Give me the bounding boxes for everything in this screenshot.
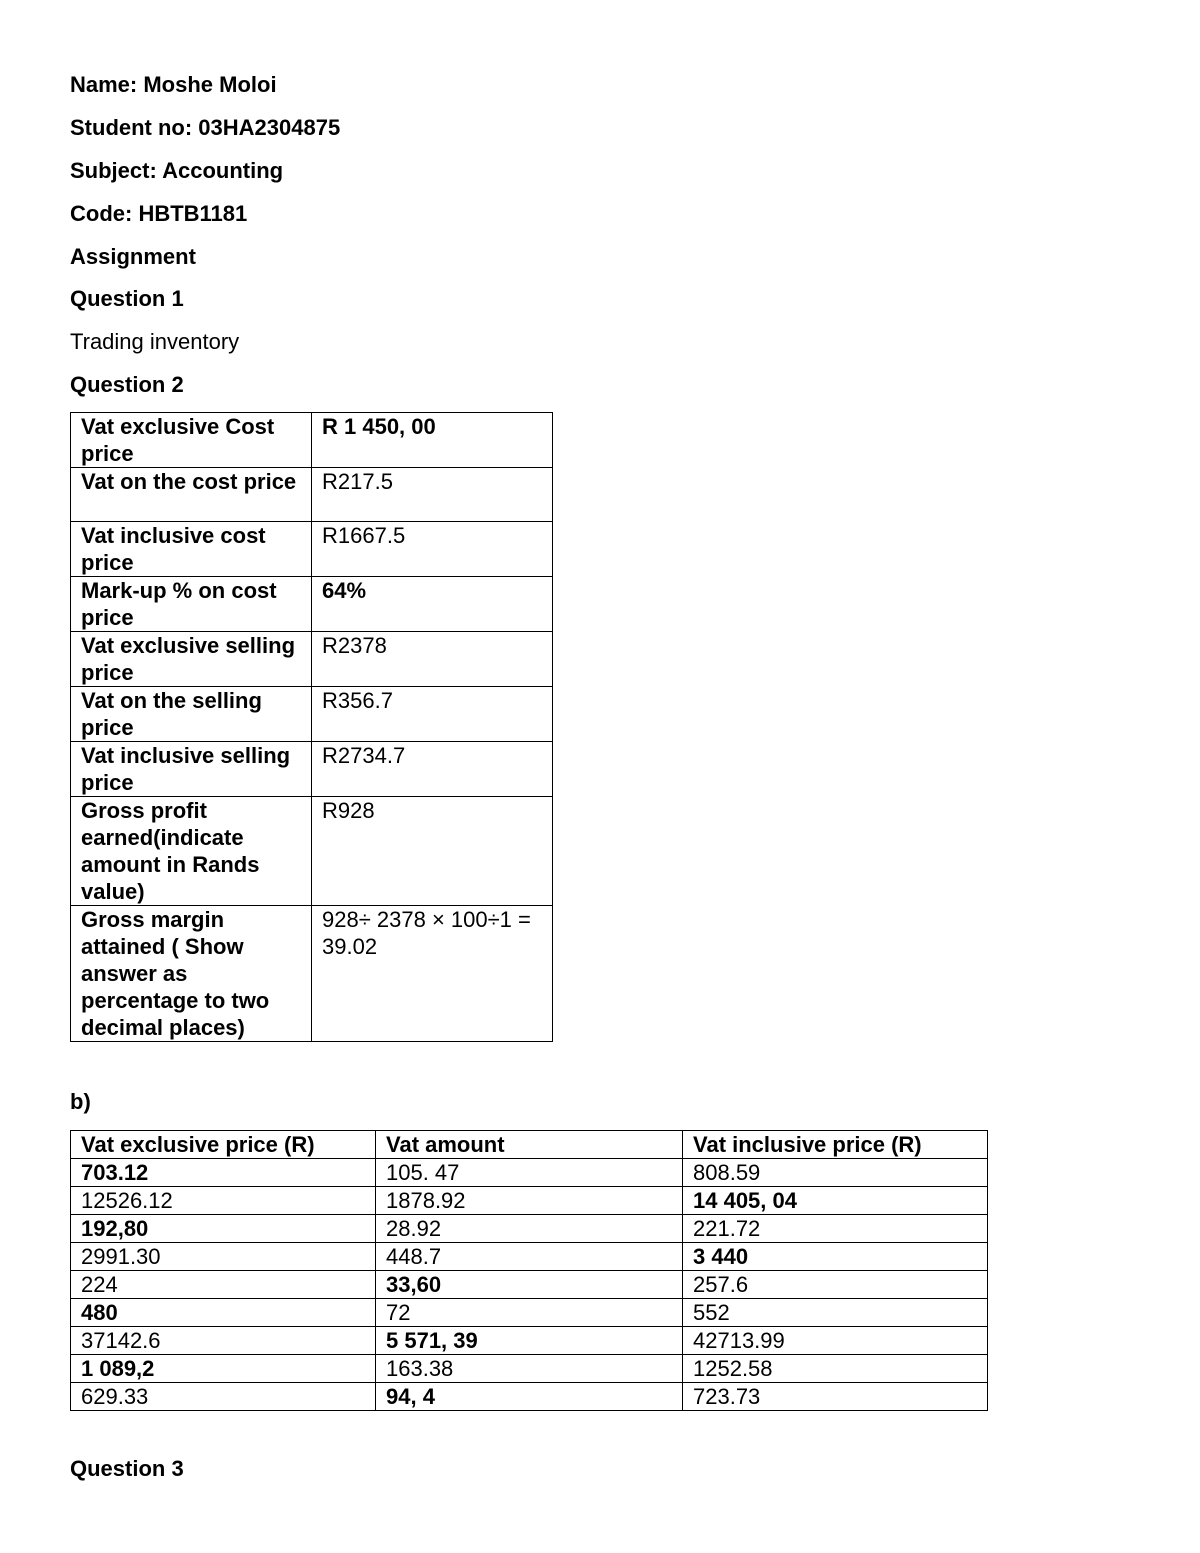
course-code: Code: HBTB1181: [70, 201, 248, 226]
vat-amount-cell: 448.7: [376, 1243, 683, 1271]
row-label: Gross margin attained ( Show answer as percentage to two decimal places): [71, 906, 312, 1042]
vat-amount-cell: 5 571, 39: [376, 1327, 683, 1355]
table-row: [71, 1187, 988, 1215]
table-row: [71, 1271, 988, 1299]
row-value: R928: [312, 797, 553, 906]
question-2-heading: Question 2: [70, 372, 184, 397]
subject: Subject: Accounting: [70, 158, 284, 183]
table-row: [71, 687, 553, 742]
row-label: Vat inclusive selling price: [71, 742, 312, 797]
vat-inclusive-cell: 14 405, 04: [683, 1187, 988, 1215]
vat-inclusive-cell: 723.73: [683, 1383, 988, 1411]
vat-exclusive-cell: 2991.30: [71, 1243, 376, 1271]
vat-inclusive-cell: 552: [683, 1299, 988, 1327]
vat-calculation-table: [70, 412, 553, 1042]
row-value: R217.5: [312, 468, 553, 522]
vat-inclusive-cell: 3 440: [683, 1243, 988, 1271]
vat-exclusive-cell: 12526.12: [71, 1187, 376, 1215]
row-label: Vat exclusive Cost price: [71, 413, 312, 468]
row-label: Vat inclusive cost price: [71, 522, 312, 577]
row-label: Gross profit earned(indicate amount in Rands value): [71, 797, 312, 906]
row-value: R 1 450, 00: [312, 413, 553, 468]
vat-amount-cell: 72: [376, 1299, 683, 1327]
table-row: [71, 742, 553, 797]
table-row: [71, 522, 553, 577]
vat-inclusive-cell: 1252.58: [683, 1355, 988, 1383]
vat-amount-cell: 105. 47: [376, 1159, 683, 1187]
student-name: Name: Moshe Moloi: [70, 72, 277, 97]
vat-inclusive-cell: 221.72: [683, 1215, 988, 1243]
vat-exclusive-cell: 480: [71, 1299, 376, 1327]
vat-amount-cell: 1878.92: [376, 1187, 683, 1215]
row-value: 64%: [312, 577, 553, 632]
table-row: [71, 1243, 988, 1271]
vat-exclusive-cell: 37142.6: [71, 1327, 376, 1355]
vat-price-table: [70, 1130, 988, 1411]
vat-inclusive-cell: 257.6: [683, 1271, 988, 1299]
table-row: [71, 1299, 988, 1327]
vat-exclusive-cell: 629.33: [71, 1383, 376, 1411]
row-label: Mark-up % on cost price: [71, 577, 312, 632]
row-label: Vat on the selling price: [71, 687, 312, 742]
vat-exclusive-cell: 703.12: [71, 1159, 376, 1187]
row-value: 928÷ 2378 × 100÷1 = 39.02: [312, 906, 553, 1042]
question-1-answer: Trading inventory: [70, 329, 240, 354]
table-row: [71, 1159, 988, 1187]
vat-amount-cell: 33,60: [376, 1271, 683, 1299]
vat-exclusive-cell: 192,80: [71, 1215, 376, 1243]
vat-inclusive-cell: 808.59: [683, 1159, 988, 1187]
question-1-heading: Question 1: [70, 286, 184, 311]
table-row: [71, 1355, 988, 1383]
question-3-heading: Question 3: [70, 1456, 184, 1481]
vat-exclusive-cell: 224: [71, 1271, 376, 1299]
row-value: R2734.7: [312, 742, 553, 797]
row-value: R356.7: [312, 687, 553, 742]
row-value: R1667.5: [312, 522, 553, 577]
table-row: [71, 906, 553, 1042]
table-row: [71, 468, 553, 522]
vat-inclusive-cell: 42713.99: [683, 1327, 988, 1355]
vat-amount-cell: 163.38: [376, 1355, 683, 1383]
row-label: Vat on the cost price: [71, 468, 312, 522]
table-row: [71, 797, 553, 906]
student-number: Student no: 03HA2304875: [70, 115, 341, 140]
table-header-row: [71, 1131, 988, 1159]
row-value: R2378: [312, 632, 553, 687]
vat-amount-cell: 94, 4: [376, 1383, 683, 1411]
table-row: [71, 1327, 988, 1355]
column-header: Vat exclusive price (R): [71, 1131, 376, 1159]
vat-amount-cell: 28.92: [376, 1215, 683, 1243]
column-header: Vat inclusive price (R): [683, 1131, 988, 1159]
table-row: [71, 577, 553, 632]
row-label: Vat exclusive selling price: [71, 632, 312, 687]
part-b-label: b): [70, 1089, 91, 1114]
table-row: [71, 1383, 988, 1411]
vat-exclusive-cell: 1 089,2: [71, 1355, 376, 1383]
column-header: Vat amount: [376, 1131, 683, 1159]
assignment-title: Assignment: [70, 244, 196, 269]
table-row: [71, 413, 553, 468]
table-row: [71, 632, 553, 687]
table-row: [71, 1215, 988, 1243]
